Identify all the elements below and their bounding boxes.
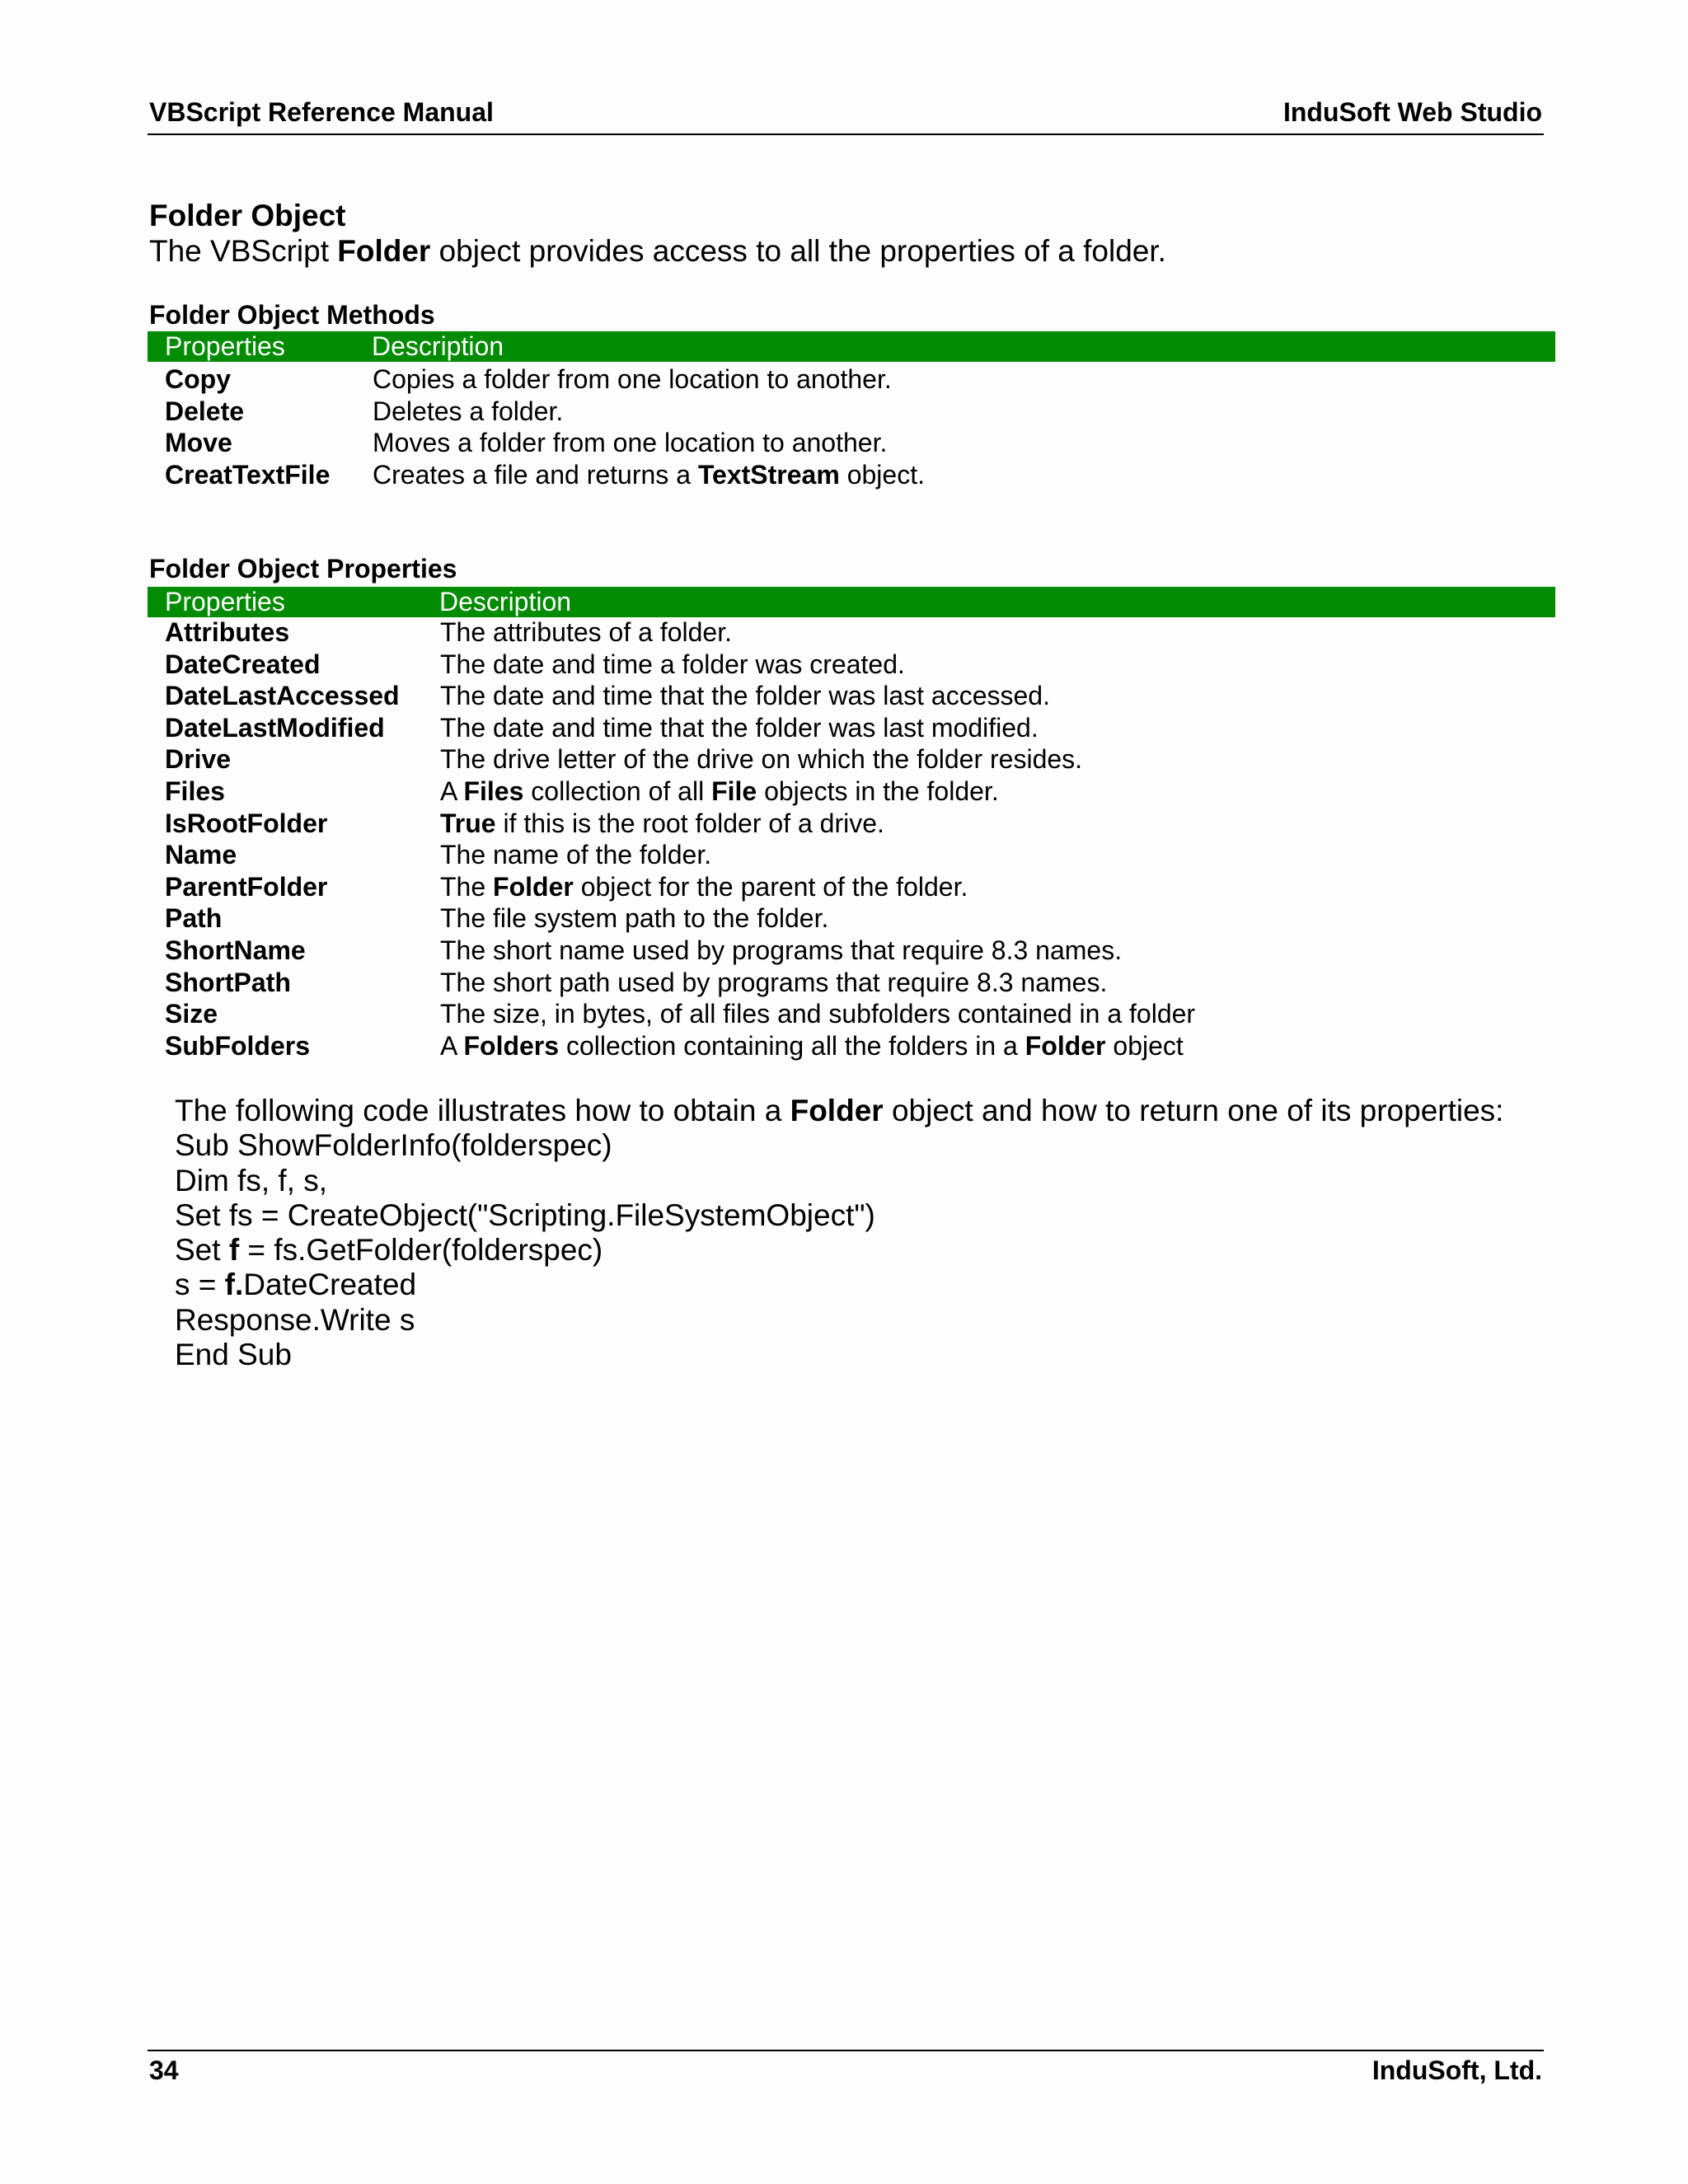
code-line: End Sub [175,1338,292,1372]
methods-col-description: Description [372,331,504,361]
properties-col-description: Description [439,587,572,616]
code-line: Set fs = CreateObject("Scripting.FileSystemObject") [175,1197,875,1232]
document-page: VBScript Reference Manual InduSoft Web Studio Folder Object The VBScript Folder object provides access to all the properties of a folder. Folder Object Methods Properties Description Copy Copies a folder from one location to another. Delete Deletes a folder. Move Moves a folder from one location to another. CreatTextFile Creates a file and returns a TextStream object. Folder Object Properties Properties Description Attributes The attributes of a folder. DateCreated The date and time a folder was created. DateLastAccessed The date and time that the folder was last accessed. DateLastModified The date and time that the folder was last modified. Drive The drive letter of the drive on which the folder resides. Files A Files collection of all File objects in the folder. IsRootFolder True if this is the root folder of a drive. Name The name of the folder. ParentFolder The Folder object for the parent of the folder. Path The file system path to the folder. ShortName The short name used by programs that require 8.3 names. ShortPath The short path used by programs that require 8.3 names. Size The size, in bytes, of all files and subfolders contained in a folder SubFolders A Folders collection containing all the folders in a Folder object The following code illustrates how to obtain a Folder object and how to return one of its properties: Sub ShowFolderInfo(folderspec) Dim fs, f, s, Set fs = CreateObject("Scripting.FileSystemObject") Set f = fs.GetFolder(folderspec) s = f.DateCreated Response.Write s End Sub 34 InduSoft, Ltd. [0,0,1688,2184]
footer-company: InduSoft, Ltd. [1372,2055,1542,2085]
code-line: Set f = fs.GetFolder(folderspec) [175,1233,603,1268]
footer-rule [148,2050,1544,2051]
header-manual-title: VBScript Reference Manual [149,97,494,127]
code-intro: The following code illustrates how to obtain a Folder object and how to return one of its properties: [175,1094,1504,1127]
code-line: Sub ShowFolderInfo(folderspec) [175,1128,612,1163]
section-intro: The VBScript Folder object provides access to all the properties of a folder. [149,234,1166,268]
page-footer [149,2055,1542,2086]
section-title: Folder Object [149,199,346,232]
methods-table-title: Folder Object Methods [149,300,435,330]
page-number: 34 [149,2055,179,2085]
properties-table-header [148,587,1555,617]
methods-table-header [148,331,1555,362]
methods-col-properties: Properties [165,331,285,361]
code-example [175,1094,1503,1372]
page-header [149,97,1542,128]
header-rule [148,134,1544,135]
code-line: s = f.DateCreated [175,1268,417,1302]
header-product-name: InduSoft Web Studio [1282,97,1542,127]
properties-col-properties: Properties [165,587,285,616]
properties-table-title: Folder Object Properties [149,554,457,583]
code-line: Response.Write s [175,1302,415,1337]
code-line: Dim fs, f, s, [175,1163,327,1197]
